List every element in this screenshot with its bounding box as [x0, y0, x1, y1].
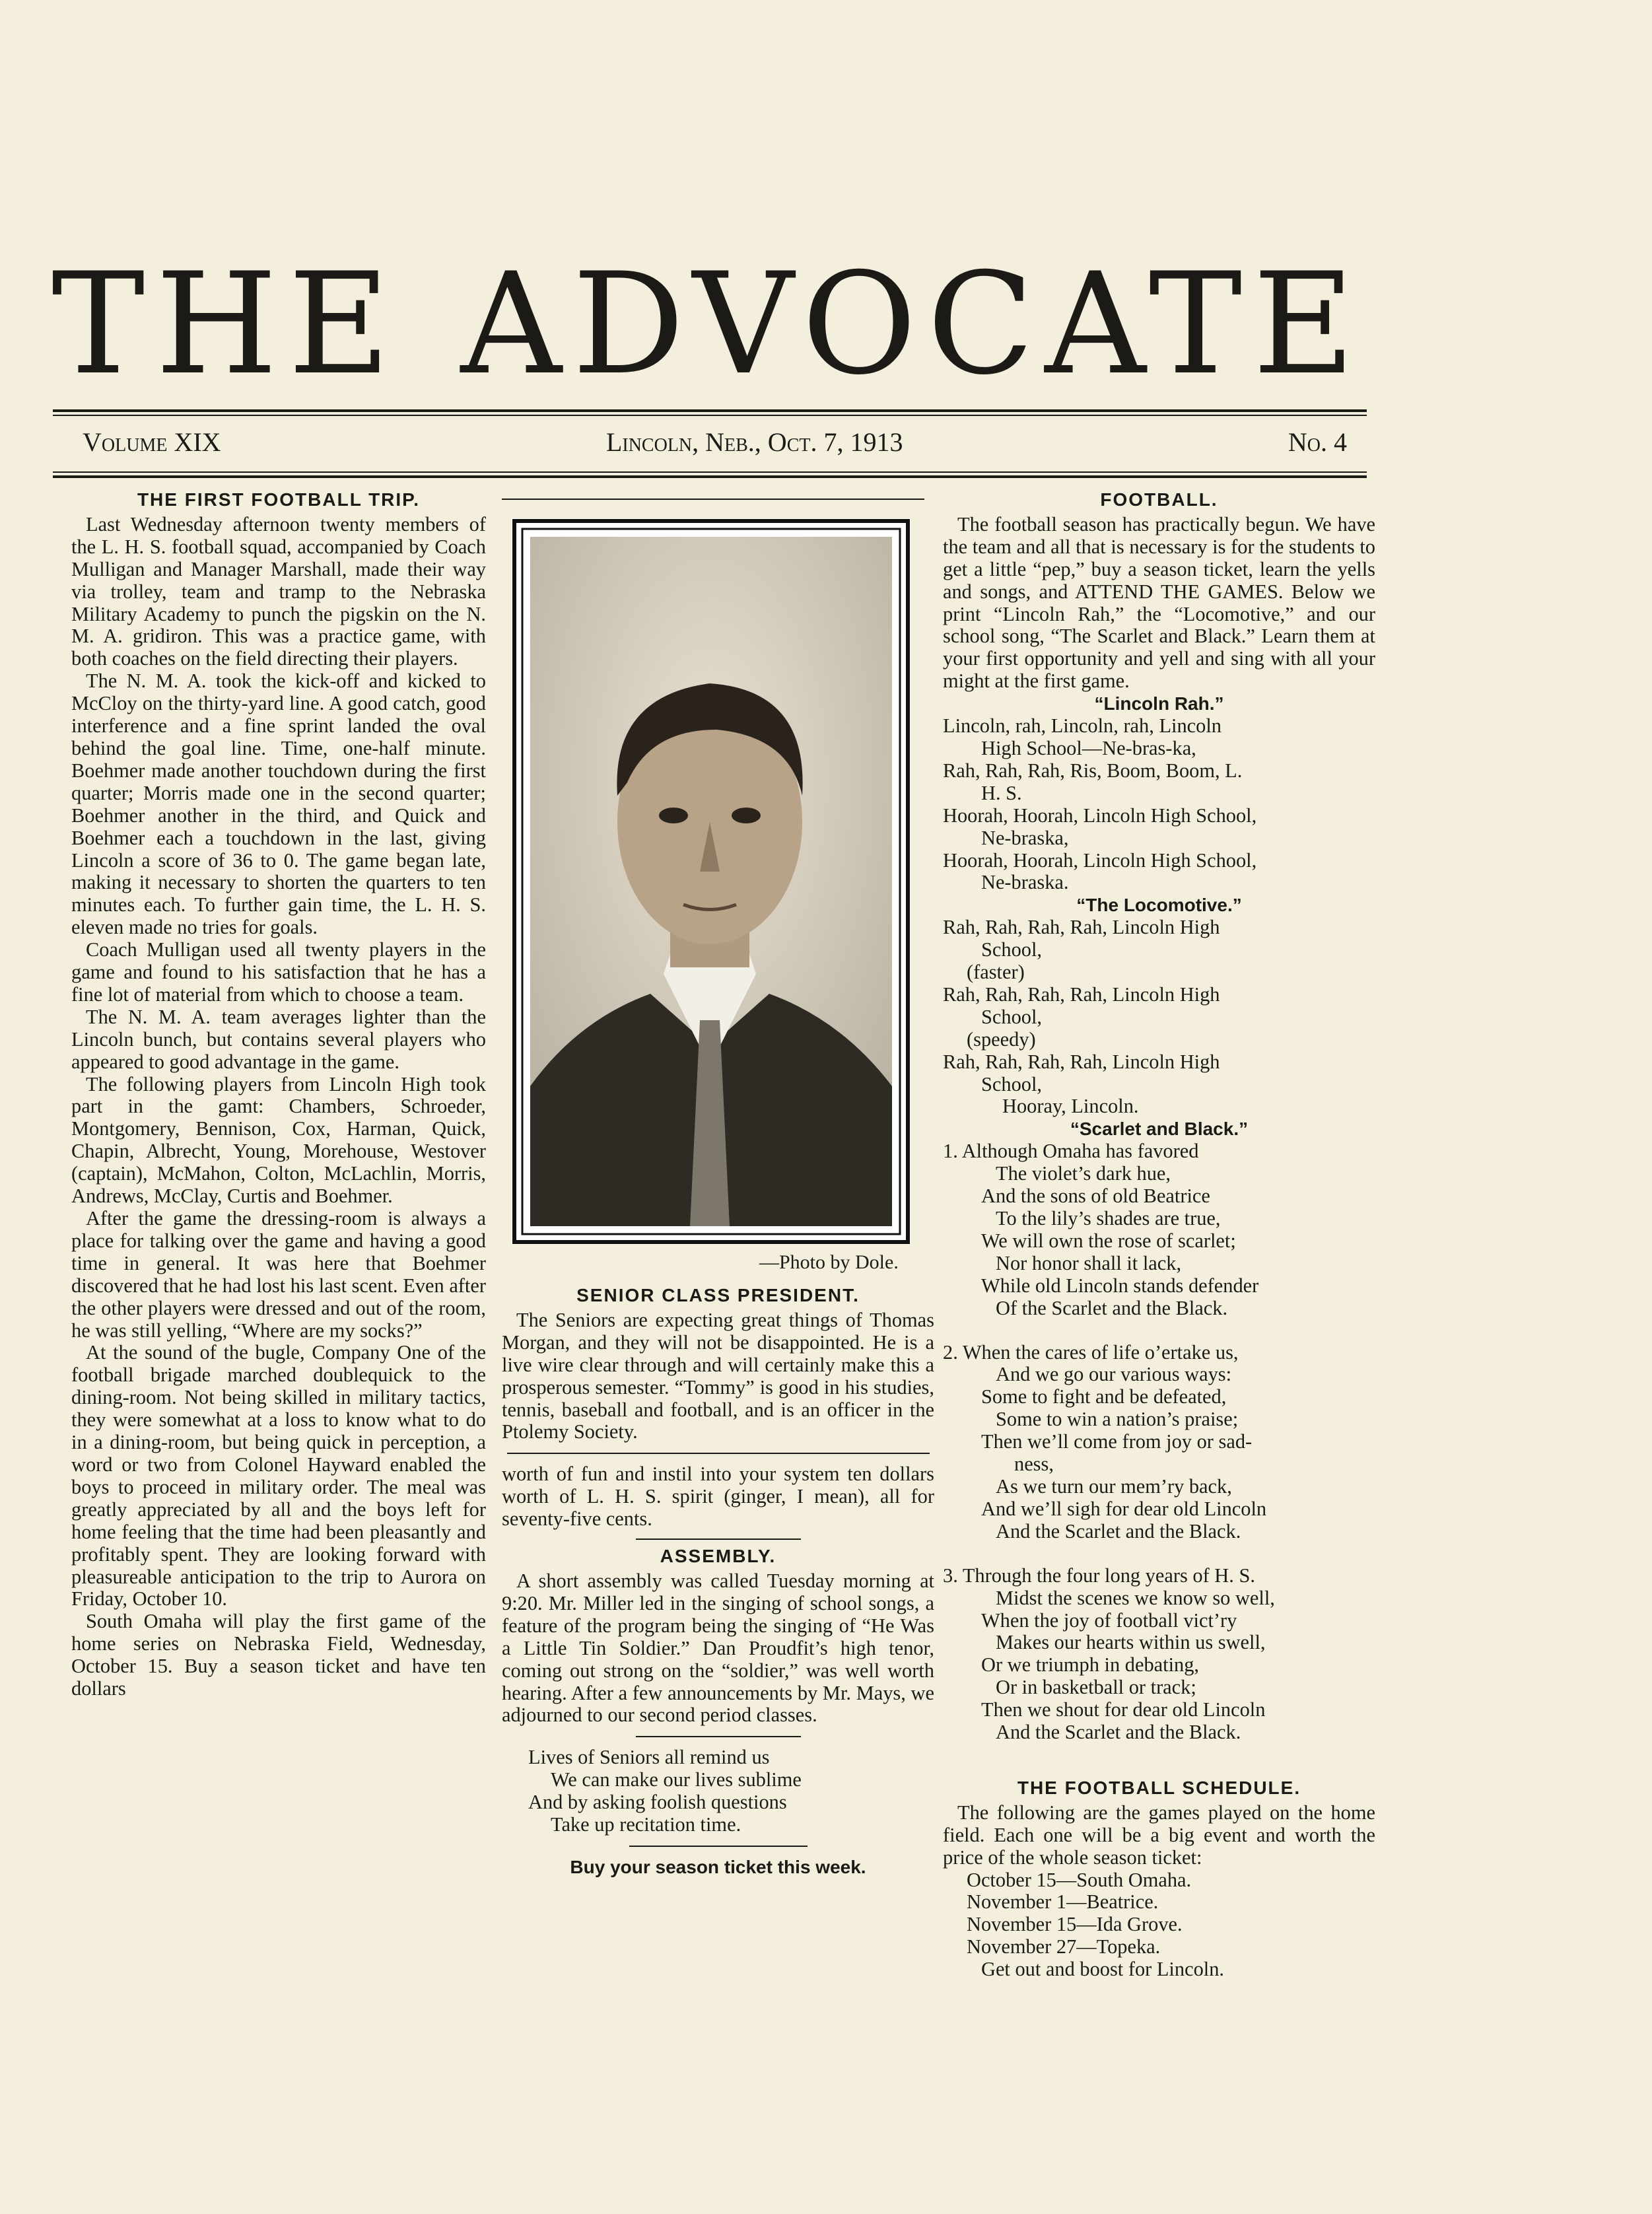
- lincoln-rah-title: “Lincoln Rah.”: [1094, 693, 1224, 714]
- article-paragraph: Last Wednesday afternoon twenty members of the L. H. S. football squad, accompanied by Coach Mulligan and Manager Marshall, made their way via trolley, team and tramp to the Nebraska Military Academy to punch the pigskin on the N. M. A. gridiron. This was a practice game, with both coaches on the field directing their players.: [71, 512, 486, 670]
- poem-line: Take up recitation time.: [551, 1813, 741, 1836]
- senior-president-text: The Seniors are expecting great things of Thomas Morgan, and they will not be disappointed. He is a live wire clear through and will certainly make this a prosperous semester. “Tommy” is good in his studies, tennis, baseball and football, and is an officer in the Ptolemy Society.: [502, 1308, 934, 1443]
- yell-line: (speedy): [967, 1027, 1036, 1051]
- song-line: Nor honor shall it lack,: [996, 1251, 1182, 1274]
- song-line: 3. Through the four long years of H. S.: [943, 1564, 1255, 1587]
- senior-president-headline: SENIOR CLASS PRESIDENT.: [576, 1285, 860, 1305]
- song-line: Some to win a nation’s praise;: [996, 1408, 1239, 1431]
- song-line: 1. Although Omaha has favored: [943, 1140, 1199, 1163]
- schedule-headline: THE FOOTBALL SCHEDULE.: [1017, 1777, 1301, 1798]
- song-line: Of the Scarlet and the Black.: [996, 1296, 1228, 1319]
- song-line: As we turn our mem’ry back,: [996, 1474, 1232, 1498]
- yell-line: Hoorah, Hoorah, Lincoln High School,: [943, 804, 1257, 827]
- schedule-item: November 15—Ida Grove.: [967, 1913, 1183, 1936]
- yell-line: Hoorah, Hoorah, Lincoln High School,: [943, 848, 1257, 872]
- yell-line: Rah, Rah, Rah, Rah, Lincoln High: [943, 916, 1220, 939]
- ticket-notice: Buy your season ticket this week.: [570, 1856, 866, 1877]
- yell-line: School,: [981, 1005, 1043, 1028]
- football-intro: The football season has practically begun. We have the team and all that is necessary is for the students to get a little “pep,” buy a season ticket, learn the yells and songs, and ATTEND THE GAMES. Below we print “Lincoln Rah,” the “Locomotive,” and our school song, “The Scarlet and Black.” Learn them at your first opportunity and yell and sing with all your might at the first game.: [943, 512, 1375, 693]
- football-schedule: [943, 1869, 1375, 1982]
- schedule-item: Get out and boost for Lincoln.: [981, 1958, 1224, 1981]
- poem-line: Lives of Seniors all remind us: [528, 1746, 770, 1769]
- schedule-intro: The following are the games played on the home field. Each one will be a big event and worth the price of the whole season ticket:: [943, 1801, 1375, 1869]
- left-column: [71, 489, 486, 1700]
- song-line: The violet’s dark hue,: [996, 1162, 1171, 1185]
- song-line: And the sons of old Beatrice: [981, 1185, 1210, 1208]
- poem-rule: [636, 1736, 801, 1737]
- song-line: Or we triumph in debating,: [981, 1653, 1200, 1677]
- poem-line: And by asking foolish questions: [528, 1791, 787, 1814]
- yell-line: H. S.: [981, 781, 1022, 804]
- song-line: ness,: [1014, 1453, 1054, 1476]
- song-line: And we go our various ways:: [996, 1363, 1232, 1386]
- middle-column: [502, 1284, 934, 1879]
- schedule-item: November 27—Topeka.: [967, 1935, 1161, 1958]
- song-line: And we’ll sigh for dear old Lincoln: [981, 1497, 1267, 1520]
- yell-line: Rah, Rah, Rah, Rah, Lincoln High: [943, 1050, 1220, 1073]
- song-line: And the Scarlet and the Black.: [996, 1519, 1241, 1542]
- yell-line: Rah, Rah, Rah, Rah, Lincoln High: [943, 983, 1220, 1006]
- football-trip-headline: THE FIRST FOOTBALL TRIP.: [137, 489, 421, 510]
- football-headline: FOOTBALL.: [1100, 489, 1218, 510]
- schedule-item: October 15—South Omaha.: [967, 1868, 1192, 1891]
- portrait-photo: [512, 518, 911, 1245]
- portrait-illustration: [512, 518, 911, 1245]
- song-line: Then we’ll come from joy or sad-: [981, 1430, 1253, 1453]
- article-paragraph: The N. M. A. team averages lighter than the Lincoln bunch, but contains several players who appeared to good advantage in the game.: [71, 1005, 486, 1073]
- place-date: Lincoln, Neb., Oct. 7, 1913: [605, 427, 903, 457]
- masthead-rule-top: [53, 409, 1367, 412]
- yell-line: School,: [981, 1072, 1043, 1095]
- yell-line: (faster): [967, 961, 1025, 984]
- article-paragraph: South Omaha will play the first game of the home series on Nebraska Field, Wednesday, October 15. Buy a season ticket and have ten dollars: [71, 1610, 486, 1700]
- right-column: [943, 489, 1375, 1981]
- yell-line: Ne-braska.: [981, 871, 1069, 894]
- masthead-rule-top-thin: [53, 415, 1367, 416]
- song-line: Some to fight and be defeated,: [981, 1385, 1227, 1408]
- assembly-text: A short assembly was called Tuesday morning at 9:20. Mr. Miller led in the singing of school songs, a feature of the program being the singing of “He Was a Little Tin Soldier.” Dan Proudfit’s high tenor, coming out strong on the “soldier,” was well worth hearing. After a few announcements by Mr. Mays, we adjourned to our second period classes.: [502, 1569, 934, 1727]
- song-verse-3: [943, 1565, 1375, 1744]
- yell-line: Ne-braska,: [981, 826, 1069, 849]
- schedule-item: November 1—Beatrice.: [967, 1890, 1159, 1914]
- locomotive-title: “The Locomotive.”: [1076, 895, 1242, 916]
- song-title: “Scarlet and Black.”: [1070, 1119, 1249, 1140]
- song-line: When the joy of football vict’ry: [981, 1609, 1237, 1632]
- song-verse-1: [943, 1140, 1375, 1319]
- song-line: And the Scarlet and the Black.: [996, 1721, 1241, 1744]
- locomotive-yell: [943, 917, 1375, 1118]
- seniors-poem: [502, 1747, 934, 1836]
- assembly-rule: [636, 1539, 801, 1540]
- song-line: While old Lincoln stands defender: [981, 1274, 1259, 1297]
- article-paragraph: The following players from Lincoln High took part in the gamt: Chambers, Schroeder, Montgomery, Bennison, Cox, Harman, Quick, Chapin, Albrecht, Young, Morehouse, Westover (captain), McMahon, Colton, McLachlin, Morris, Andrews, McClay, Curtis and Boehmer.: [71, 1072, 486, 1208]
- masthead-title: THE ADVOCATE: [52, 242, 1365, 405]
- middle-divider: [507, 1453, 930, 1454]
- yell-line: Lincoln, rah, Lincoln, rah, Lincoln: [943, 714, 1222, 738]
- photo-credit: —Photo by Dole.: [759, 1251, 899, 1273]
- poem-line: We can make our lives sublime: [551, 1768, 802, 1791]
- yell-line: High School—Ne-bras-ka,: [981, 736, 1196, 759]
- yell-line: School,: [981, 938, 1043, 961]
- continued-text: worth of fun and instil into your system ten dollars worth of L. H. S. spirit (ginger, I mean), all for seventy-five cents.: [502, 1463, 934, 1531]
- song-line: Or in basketball or track;: [996, 1676, 1196, 1699]
- issue-rule-thin: [53, 471, 1367, 473]
- yell-line: Rah, Rah, Rah, Ris, Boom, Boom, L.: [943, 759, 1243, 782]
- yell-line: Hooray, Lincoln.: [1002, 1095, 1139, 1118]
- issue-rule-bottom: [53, 475, 1367, 478]
- song-line: Makes our hearts within us swell,: [996, 1631, 1266, 1654]
- article-paragraph: At the sound of the bugle, Company One of the football brigade marched doublequick to the dining-room. Not being skilled in military tactics, they were somewhat at a loss to know what to do in a dining-room, but being quick in perception, a word or two from Colonel Hayward enabled the boys to proceed in military order. The meal was greatly appreciated by all and the boys left for home feeling that the time had been pleasantly and profitably spent. They are looking forward with pleasureable anticipation to the trip to Aurora on Friday, October 10.: [71, 1341, 486, 1610]
- article-paragraph: The N. M. A. took the kick-off and kicked to McCloy on the thirty-yard line. A good catch, good interference and a fine sprint landed the oval behind the goal line. Time, one-half minute. Boehmer made another touchdown during the first quarter; Morris made one in the second quarter; Boehmer another in the third, and Quick and Boehmer each a touchdown in the last, giving Lincoln a score of 36 to 0. The game began late, making it necessary to shorten the quarters to ten minutes each. To further gain time, the L. H. S. eleven made no tries for goals.: [71, 670, 486, 939]
- song-line: To the lily’s shades are true,: [996, 1207, 1221, 1229]
- middle-top-rule: [502, 499, 924, 500]
- issue-number: No. 4: [1288, 427, 1347, 457]
- song-line: Midst the scenes we know so well,: [996, 1586, 1275, 1609]
- issue-line: [83, 427, 1347, 458]
- volume-label: Volume XIX: [83, 427, 221, 457]
- article-paragraph: Coach Mulligan used all twenty players in the game and found to his satisfaction that he has a fine lot of material from which to choose a team.: [71, 938, 486, 1006]
- song-line: We will own the rose of scarlet;: [981, 1229, 1236, 1252]
- song-line: Then we shout for dear old Lincoln: [981, 1698, 1266, 1721]
- lincoln-rah-yell: [943, 715, 1375, 894]
- song-verse-2: [943, 1342, 1375, 1543]
- song-line: 2. When the cares of life o’ertake us,: [943, 1340, 1239, 1364]
- assembly-headline: ASSEMBLY.: [660, 1546, 776, 1567]
- article-paragraph: After the game the dressing-room is always a place for talking over the game and having a good time in general. It was here that Boehmer discovered that he had lost his last scent. Even after the other players were dressed and out of the room, he was still yelling, “Where are my socks?”: [71, 1207, 486, 1342]
- ticket-rule: [629, 1846, 808, 1847]
